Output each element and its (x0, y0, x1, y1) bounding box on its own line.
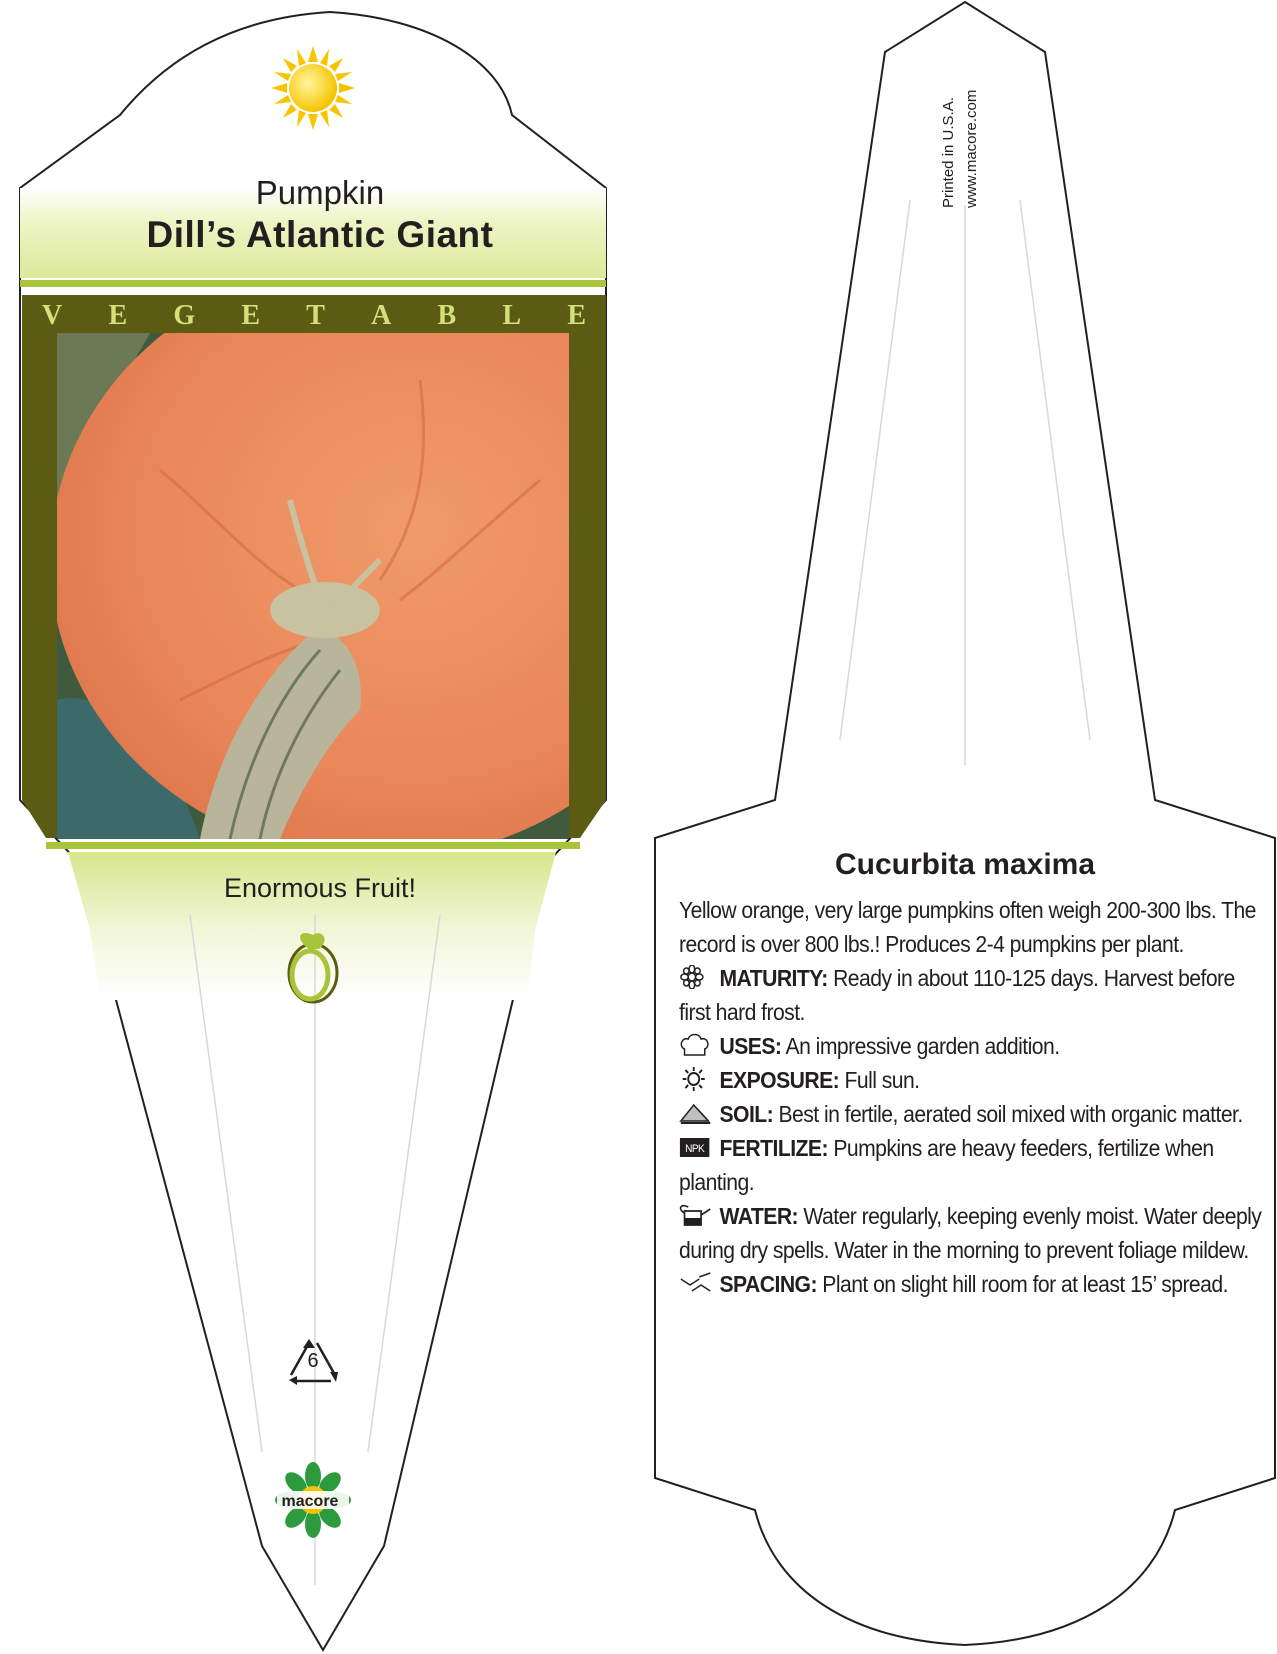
attribute-text: Water regularly, keeping evenly moist. Water deeply during dry spells. Water in the morning to prevent foliage mildew. (679, 1203, 1262, 1263)
botanical-name: Cucurbita maxima (834, 848, 1096, 881)
attribute-label: SPACING: (719, 1271, 817, 1297)
website-text: www.macore.com (963, 89, 980, 208)
attribute-fertilize (679, 1131, 1268, 1199)
attribute-spacing (679, 1267, 1268, 1301)
attribute-text: Best in fertile, aerated soil mixed with organic matter. (778, 1101, 1243, 1127)
attribute-text: Ready in about 110-125 days. Harvest before first hard frost. (679, 965, 1235, 1025)
watering-can-icon (679, 1203, 716, 1227)
category-letter: G (173, 300, 196, 331)
common-name: Pumpkin (255, 174, 385, 211)
attribute-text: Plant on slight hill room for at least 15’ spread. (822, 1271, 1228, 1297)
soil-icon (679, 1101, 716, 1125)
category-letter: E (241, 300, 260, 331)
tagline: Enormous Fruit! (223, 873, 417, 903)
attribute-label: MATURITY: (719, 965, 828, 991)
front-tag (20, 12, 710, 1650)
attribute-text: Full sun. (844, 1067, 920, 1093)
npk-icon (679, 1135, 716, 1159)
care-info (679, 893, 1268, 1301)
category-letter: E (567, 300, 586, 331)
attribute-soil (679, 1097, 1268, 1131)
attribute-water (679, 1199, 1268, 1267)
attribute-label: EXPOSURE: (719, 1067, 840, 1093)
spacing-icon (679, 1271, 716, 1295)
tagline-rule (46, 842, 580, 849)
printed-in-text: Printed in U.S.A. (940, 97, 957, 208)
npk-icon-text: NPK (685, 1142, 705, 1156)
sun-outline-icon (679, 1067, 716, 1091)
brand-name: macore (281, 1493, 339, 1510)
variety-name: Dill’s Atlantic Giant (146, 214, 494, 255)
attribute-text: An impressive garden addition. (785, 1033, 1060, 1059)
category-letter: T (306, 300, 325, 331)
description: Yellow orange, very large pumpkins often weigh 200-300 lbs. The record is over 800 lbs.! Produces 2-4 pumpkins per plant. (679, 897, 1256, 957)
attribute-maturity (679, 961, 1268, 1029)
category-letter: E (108, 300, 128, 331)
attribute-label: SOIL: (719, 1101, 774, 1127)
category-letter: A (371, 300, 392, 331)
attribute-text: Pumpkins are heavy feeders, fertilize when planting. (679, 1135, 1214, 1195)
attribute-label: WATER: (719, 1203, 799, 1229)
category-letter: V (42, 300, 63, 331)
sun-icon (271, 46, 355, 130)
title-rule (20, 280, 606, 287)
attribute-exposure (679, 1063, 1268, 1097)
chef-hat-icon (679, 1033, 716, 1057)
category-letter: L (502, 300, 522, 331)
resin-code: 6 (307, 1350, 319, 1372)
category-label (22, 298, 606, 334)
attribute-label: FERTILIZE: (719, 1135, 828, 1161)
pumpkin-photo (50, 260, 710, 860)
attribute-uses (679, 1029, 1268, 1063)
category-letter: B (437, 300, 457, 331)
attribute-label: USES: (719, 1033, 782, 1059)
flower-icon (679, 965, 716, 989)
back-tag (655, 2, 1275, 1645)
